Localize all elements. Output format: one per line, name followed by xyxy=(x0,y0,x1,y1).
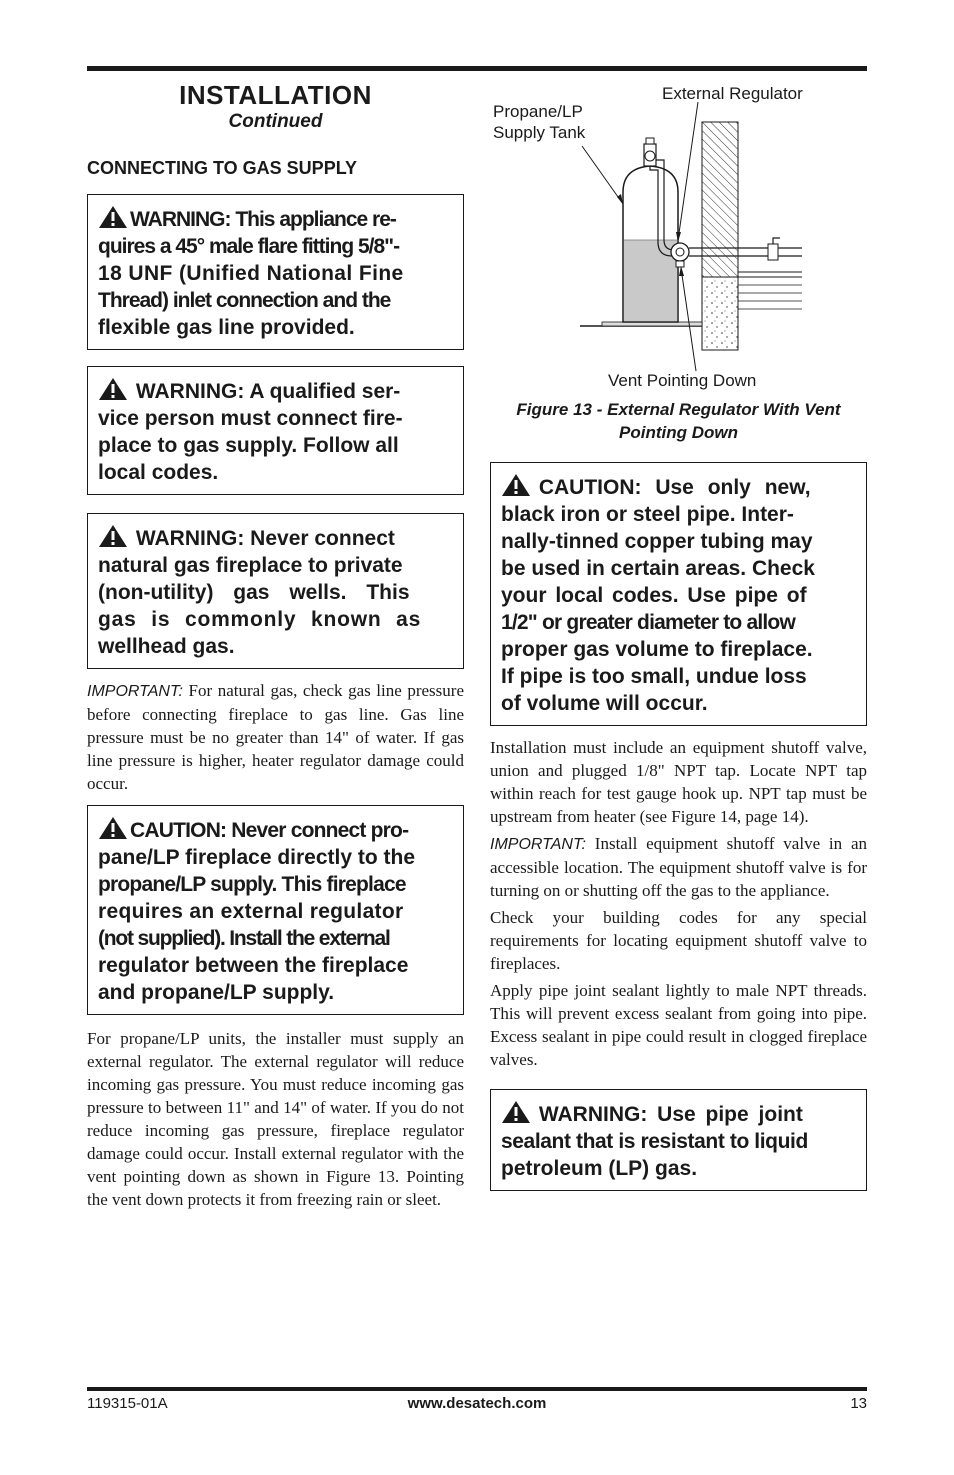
label-external-regulator: External Regulator xyxy=(662,84,803,103)
warning-line: WARNING: This appliance re- xyxy=(130,208,396,231)
caution-line: propane/LP supply. This fireplace xyxy=(98,873,406,896)
warning-line: sealant that is resistant to liquid xyxy=(501,1130,808,1153)
caption-line: Figure 13 - External Regulator With Vent xyxy=(516,400,841,419)
warning-line: 18 UNF (Unified National Fine xyxy=(98,262,404,285)
important-text: Install equipment shutoff valve in an accessible location. The equipment shutoff valve is for turning on or shutting off the gas to the appliance. xyxy=(490,834,867,900)
left-column xyxy=(87,80,464,1211)
section-title: INSTALLATION xyxy=(179,80,372,110)
building-codes-paragraph: Check your building codes for any special requirements for locating equipment shutoff valve to fireplaces. xyxy=(490,908,867,973)
caution-line: proper gas volume to fireplace. xyxy=(501,638,813,661)
warning-line: WARNING: Never connect xyxy=(135,527,395,550)
caution-line: black iron or steel pipe. Inter- xyxy=(501,503,794,526)
caption-line: Pointing Down xyxy=(619,423,738,442)
warning-line: WARNING: Use pipe joint xyxy=(538,1103,803,1126)
installation-requirements-paragraph: Installation must include an equipment shutoff valve, union and plugged 1/8" NPT tap. Locate NPT tap within reach for test gauge hook up. NPT tap must be upstream from heater (see Figure 14, page 14). xyxy=(490,738,867,826)
right-column xyxy=(490,80,867,1191)
subheading: CONNECTING TO GAS SUPPLY xyxy=(87,158,358,178)
warning-line: wellhead gas. xyxy=(98,635,235,658)
regulator-diagram xyxy=(490,80,867,380)
website-link[interactable]: www.desatech.com xyxy=(407,1395,547,1412)
caution-line: of volume will occur. xyxy=(501,692,708,715)
top-rule xyxy=(87,66,867,71)
warning-triangle-icon xyxy=(98,524,128,548)
warning-triangle-icon xyxy=(501,473,531,497)
caution-line: your local codes. Use pipe of xyxy=(501,584,807,607)
figure-13 xyxy=(490,80,867,390)
caution-line: requires an external regulator xyxy=(98,900,404,923)
caution-box-propane-supply xyxy=(87,805,464,1015)
warning-line: WARNING: A qualified ser- xyxy=(135,380,401,403)
caution-line: 1/2" or greater diameter to allow xyxy=(501,611,795,634)
label-vent-pointing-down: Vent Pointing Down xyxy=(608,371,757,390)
sealant-paragraph: Apply pipe joint sealant lightly to male NPT threads. This will prevent excess sealant from going into pipe. Excess sealant in pipe could result in clogged fireplace valves. xyxy=(490,981,867,1069)
warning-line: Thread) inlet connection and the xyxy=(98,289,391,312)
warning-line: vice person must connect fire- xyxy=(98,407,403,430)
important-label: IMPORTANT: xyxy=(490,836,586,853)
section-subtitle: Continued xyxy=(228,111,323,132)
warning-triangle-icon xyxy=(98,377,128,401)
important-text: For natural gas, check gas line pressure before connecting fireplace to gas line. Gas line pressure must be no greater than 14" of water. If gas line pressure is higher, heater regulator damage could occur. xyxy=(87,681,464,793)
warning-triangle-icon xyxy=(501,1100,531,1124)
warning-line: quires a 45° male flare fitting 5/8"- xyxy=(98,235,400,258)
warning-triangle-icon xyxy=(98,816,128,840)
important-natural-gas-paragraph xyxy=(87,679,464,795)
warning-line: place to gas supply. Follow all xyxy=(98,434,399,457)
caution-box-pipe xyxy=(490,462,867,726)
warning-box-qualified-service xyxy=(87,366,464,495)
warning-box-flare-fitting xyxy=(87,194,464,350)
bottom-rule xyxy=(87,1387,867,1391)
warning-line: petroleum (LP) gas. xyxy=(501,1157,698,1180)
important-shutoff-paragraph xyxy=(490,832,867,902)
caution-line: If pipe is too small, undue loss xyxy=(501,665,807,688)
warning-box-gas-wells xyxy=(87,513,464,669)
caution-line: be used in certain areas. Check xyxy=(501,557,815,580)
caution-line: CAUTION: Never connect pro- xyxy=(130,819,409,842)
warning-line: (non-utility) gas wells. This xyxy=(98,581,410,604)
page-number: 13 xyxy=(850,1395,867,1412)
caution-line: regulator between the fireplace xyxy=(98,954,409,977)
warning-line: local codes. xyxy=(98,461,219,484)
caution-line: pane/LP fireplace directly to the xyxy=(98,846,416,869)
label-tank-line1: Propane/LP xyxy=(493,102,583,121)
label-tank-line2: Supply Tank xyxy=(493,123,586,142)
caution-line: and propane/LP supply. xyxy=(98,981,335,1004)
warning-box-sealant xyxy=(490,1089,867,1191)
warning-line: flexible gas line provided. xyxy=(98,316,355,339)
warning-triangle-icon xyxy=(98,205,128,229)
doc-number: 119315-01A xyxy=(87,1395,168,1412)
warning-line: gas is commonly known as xyxy=(98,608,422,631)
important-label: IMPORTANT: xyxy=(87,683,183,700)
propane-regulator-paragraph: For propane/LP units, the installer must supply an external regulator. The external regulator will reduce incoming gas pressure. You must reduce incoming gas pressure to between 11" and 14" of water. If you do not reduce incoming gas pressure, fireplace regulator damage could occur. Install external regulator with the vent pointing down as shown in Figure 13. Pointing the vent down protects it from freezing rain or sleet. xyxy=(87,1029,464,1209)
caution-line: (not supplied). Install the external xyxy=(98,927,390,950)
caution-line: nally-tinned copper tubing may xyxy=(501,530,813,553)
caution-line: CAUTION: Use only new, xyxy=(538,476,811,499)
figure-caption xyxy=(490,398,867,444)
warning-line: natural gas fireplace to private xyxy=(98,554,403,577)
